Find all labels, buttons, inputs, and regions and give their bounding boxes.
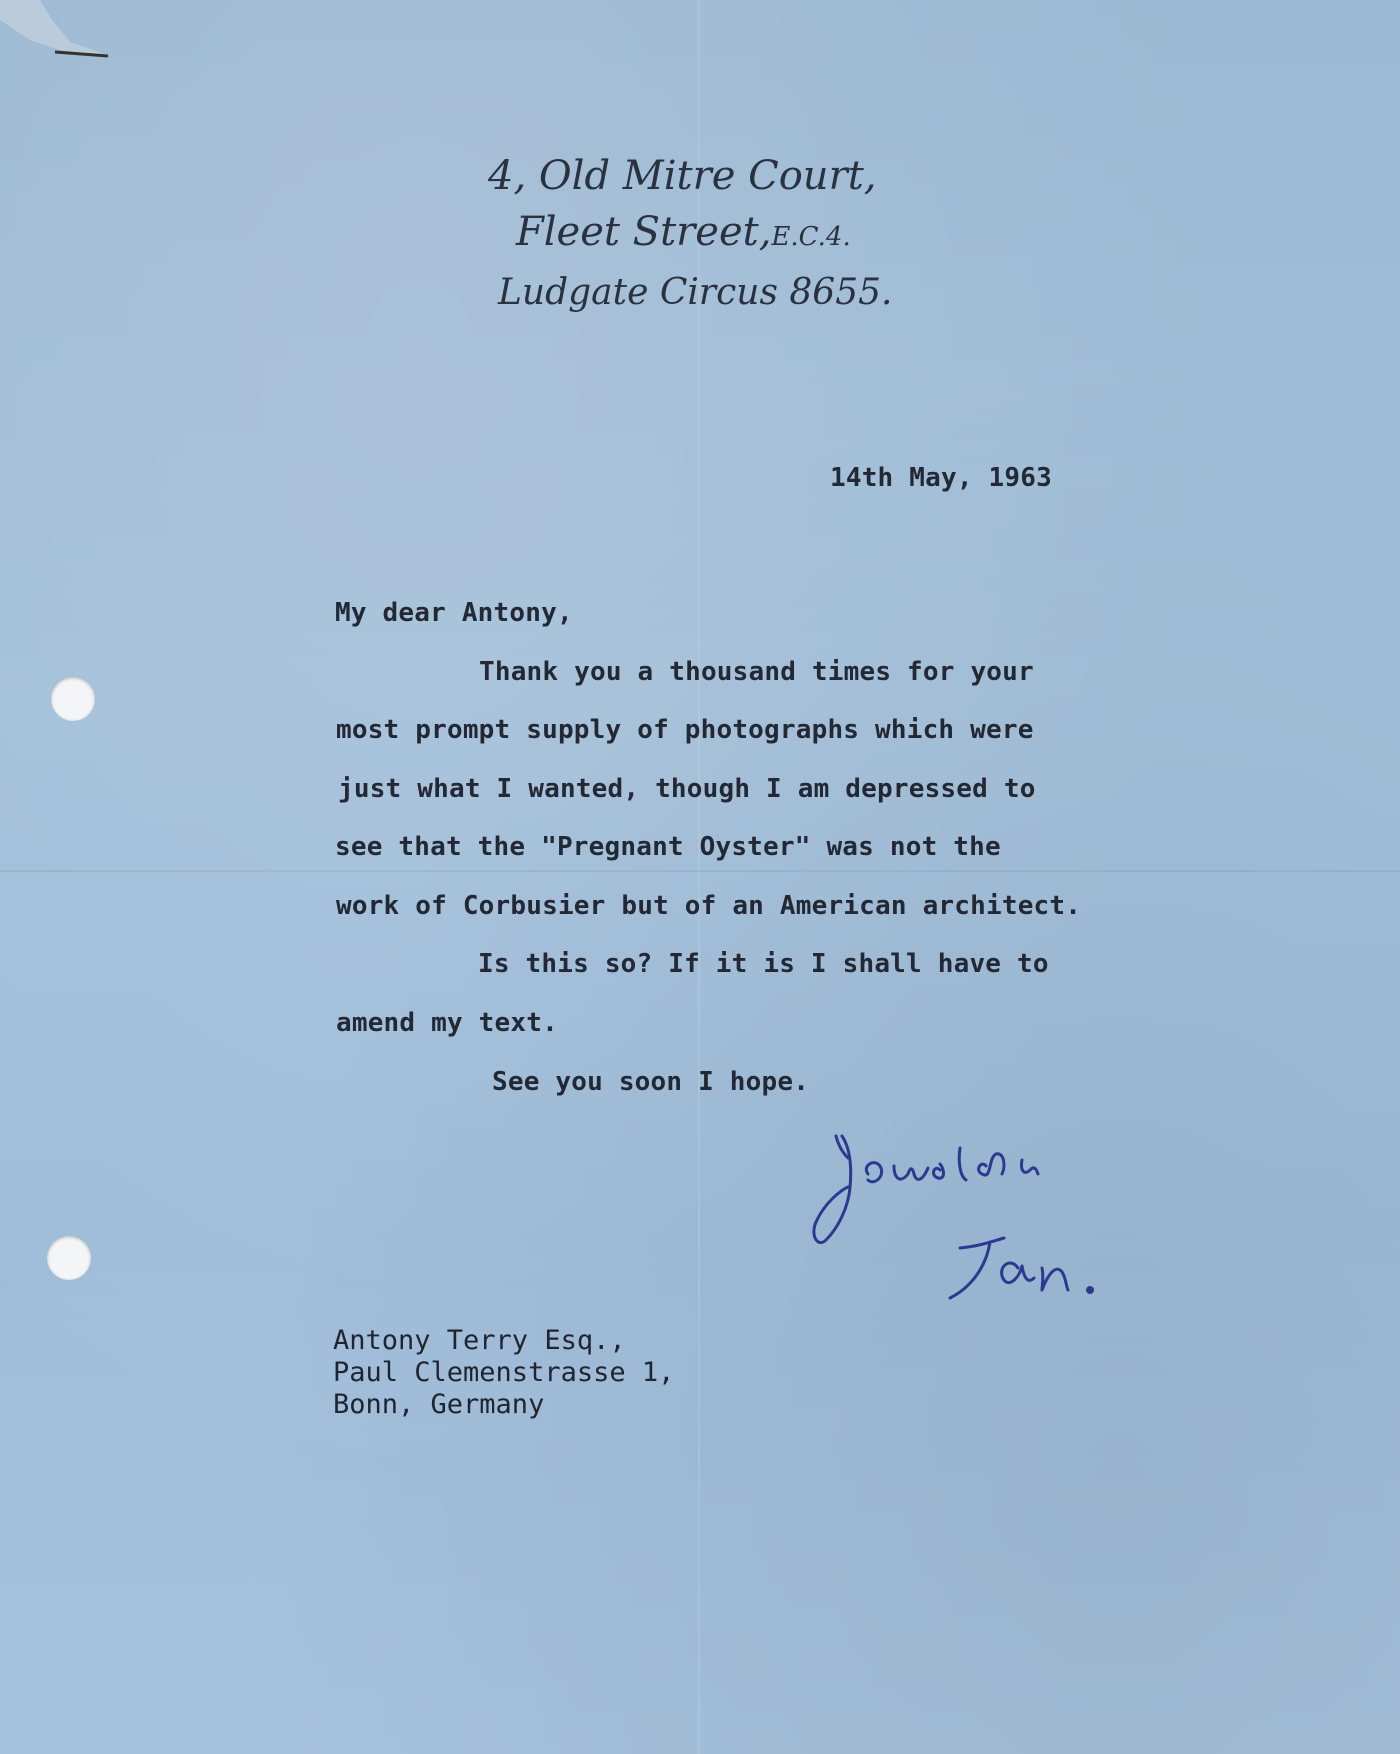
letterhead-postcode: E.C.4. [771, 222, 851, 252]
punch-hole-top [51, 677, 95, 721]
recipient-city: Bonn, Germany [333, 1389, 545, 1420]
body-line: see that the "Pregnant Oyster" was not the [335, 832, 1001, 862]
torn-corner-mark [0, 0, 130, 80]
body-line: See you soon I hope. [492, 1067, 810, 1097]
handwritten-signature [790, 1118, 1230, 1328]
body-line: just what I wanted, though I am depressed to [338, 774, 1036, 804]
letterhead-street [516, 204, 986, 265]
recipient-name: Antony Terry Esq., [333, 1325, 626, 1356]
letter-date: 14th May, 1963 [830, 463, 1052, 493]
letterhead-telephone: Ludgate Circus 8655. [498, 272, 893, 313]
body-line: Thank you a thousand times for your [479, 657, 1034, 687]
body-line: amend my text. [336, 1008, 558, 1038]
recipient-street: Paul Clemenstrasse 1, [333, 1357, 675, 1388]
letterhead [480, 148, 950, 321]
letterhead-street-name: Fleet Street, [516, 209, 772, 255]
paper-fold-horizontal [0, 870, 1400, 872]
body-line: work of Corbusier but of an American architect. [336, 891, 1082, 921]
letterhead-address: 4, Old Mitre Court, [488, 153, 877, 199]
punch-hole-bottom [47, 1236, 91, 1280]
body-line: most prompt supply of photographs which were [336, 715, 1034, 745]
body-line: Is this so? If it is I shall have to [478, 949, 1049, 979]
salutation: My dear Antony, [335, 598, 573, 628]
recipient-address [333, 1325, 674, 1421]
